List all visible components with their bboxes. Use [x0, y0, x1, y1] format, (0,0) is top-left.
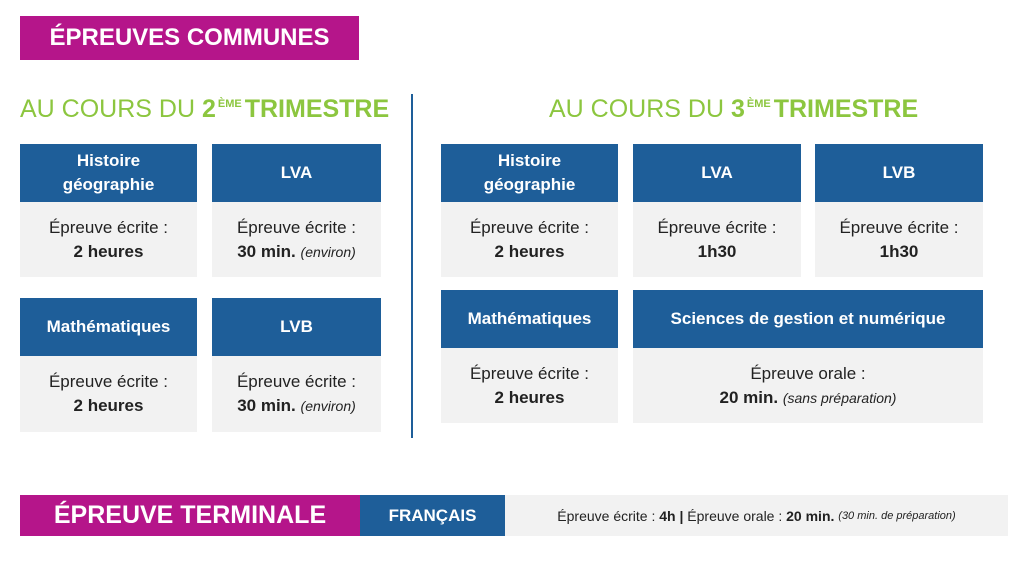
section-prefix: AU COURS DU [20, 95, 196, 123]
terminal-title: ÉPREUVE TERMINALE [53, 501, 327, 529]
card-line: Épreuve écrite : [469, 217, 590, 237]
section-sup: ÈME [217, 98, 242, 110]
card-body [212, 356, 381, 432]
section-sup: ÈME [746, 98, 771, 110]
card-body [20, 356, 197, 432]
card-header: Histoire géographie [441, 144, 618, 202]
card-header: LVA [212, 144, 381, 202]
section-suffix: TRIMESTRE [773, 95, 919, 123]
card-body [212, 202, 381, 277]
section-number: 3 [730, 95, 745, 123]
section-title-trimestre-2 [20, 95, 389, 124]
terminal-banner [20, 495, 360, 536]
card-value: 2 heures [73, 241, 144, 261]
card-value: 2 heures [73, 396, 144, 415]
card-body [20, 202, 197, 277]
header-title: ÉPREUVES COMMUNES [49, 24, 330, 51]
terminal-oral-label: Épreuve orale : [687, 507, 783, 524]
card-header: LVA [633, 144, 801, 202]
terminal-subject-label: FRANÇAIS [388, 505, 477, 525]
card-body [633, 348, 983, 423]
card-line: Épreuve écrite : [657, 217, 777, 237]
card-value: 1h30 [697, 241, 737, 261]
card-line: Épreuve écrite : [469, 363, 590, 383]
card-header: LVB [212, 298, 381, 356]
card-value: 30 min. [237, 241, 296, 261]
card-body [441, 348, 618, 423]
card-value: 1h30 [879, 241, 919, 261]
section-divider [411, 94, 413, 438]
card-value: 20 min. [719, 387, 779, 407]
card-header: Mathématiques [441, 290, 618, 348]
card-line: Épreuve écrite : [236, 217, 357, 237]
terminal-details [505, 495, 1008, 536]
section-prefix: AU COURS DU [549, 95, 725, 123]
terminal-written-value: 4h [659, 507, 676, 524]
terminal-subject [360, 495, 505, 536]
section-suffix: TRIMESTRE [244, 95, 390, 123]
card-note: (environ) [300, 243, 356, 260]
card-header: Mathématiques [20, 298, 197, 356]
card-line: Épreuve écrite : [48, 372, 169, 391]
card-line: Épreuve écrite : [48, 217, 169, 237]
card-line: Épreuve orale : [750, 363, 866, 383]
card-note: (sans préparation) [782, 389, 897, 406]
card-body [815, 202, 983, 277]
card-value: 2 heures [494, 241, 565, 261]
terminal-oral-value: 20 min. [786, 507, 835, 524]
section-number: 2 [201, 95, 216, 123]
header-banner [20, 16, 359, 60]
card-value: 30 min. [237, 396, 296, 415]
card-header: Sciences de gestion et numérique [633, 290, 983, 348]
card-line: Épreuve écrite : [236, 372, 357, 391]
card-body [441, 202, 618, 277]
terminal-oral-note: (30 min. de préparation) [838, 509, 956, 522]
card-body [633, 202, 801, 277]
card-header: Histoire géographie [20, 144, 197, 202]
card-note: (environ) [300, 398, 356, 414]
terminal-separator: | [679, 507, 684, 524]
card-line: Épreuve écrite : [839, 217, 959, 237]
card-value: 2 heures [494, 387, 565, 407]
section-title-trimestre-3 [549, 95, 918, 124]
terminal-written-label: Épreuve écrite : [557, 507, 656, 524]
card-header: LVB [815, 144, 983, 202]
